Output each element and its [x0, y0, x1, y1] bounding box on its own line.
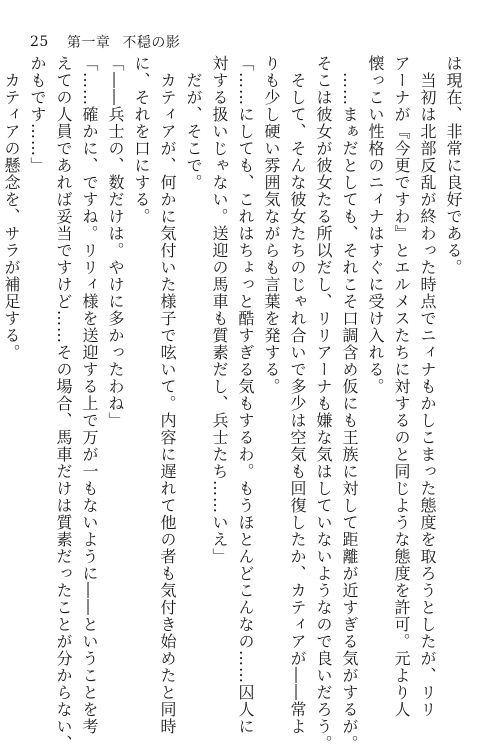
text-line: そして、そんな彼女たちのじゃれ合いで多少は空気も回復したか、カティアが――常よ	[288, 55, 307, 735]
text-line: りも少し硬い雰囲気ながらも言葉を発する。	[262, 55, 281, 395]
text-line: 対する扱いじゃない。送迎の馬車も質素だし、兵士たち……いえ」	[210, 55, 229, 565]
text-line: かもです……」	[28, 55, 47, 174]
vertical-body-text	[2, 55, 466, 752]
text-line: カティアの懸念を、サラが補足する。	[2, 55, 21, 361]
chapter-label: 第一章	[66, 35, 111, 51]
running-header	[30, 32, 180, 52]
text-line: 当初は北部反乱が終わった時点でニィナもかしこまった態度を取ろうとしたが、リリ	[418, 55, 437, 718]
text-line: アーナが『今更ですわ』とエルメスたちに対するのと同じような態度を許可。元より人	[392, 55, 411, 718]
text-line: 「――兵士の、数だけは。やけに多かったわね」	[106, 55, 125, 429]
text-line: カティアが、何かに気付いた様子で呟いて。内容に遅れて他の者も気付き始めたと同時	[158, 55, 177, 735]
text-line: 「……確かに、ですね。リリィ様を送迎する上で万が一もないように――ということを考	[80, 55, 99, 735]
text-line: えての人員であれば妥当ですけど……その場合、馬車だけは質素だったことが分からない、	[54, 55, 73, 752]
text-line: 懐っこい性格のニィナはすぐに受け入れる。	[366, 55, 385, 395]
page-number: 25	[30, 34, 49, 50]
text-line: は現在、非常に良好である。	[444, 55, 463, 276]
text-line: そこは彼女が彼女たる所以だし、リリアーナも嫌な気はしていないようなので良いだろう。	[314, 55, 333, 752]
text-line: ……まぁだとしても、それこそ口調含め仮にも王族に対して距離が近すぎる気がするが。	[340, 55, 359, 752]
chapter-title: 不穏の影	[122, 35, 181, 51]
text-line: 「……にしても、これはちょっと酷すぎる気もするわ。もうほとんどこんなの……囚人に	[236, 55, 255, 735]
text-line: に、それを口にする。	[132, 55, 151, 225]
text-line: だが、そこで。	[184, 55, 203, 191]
